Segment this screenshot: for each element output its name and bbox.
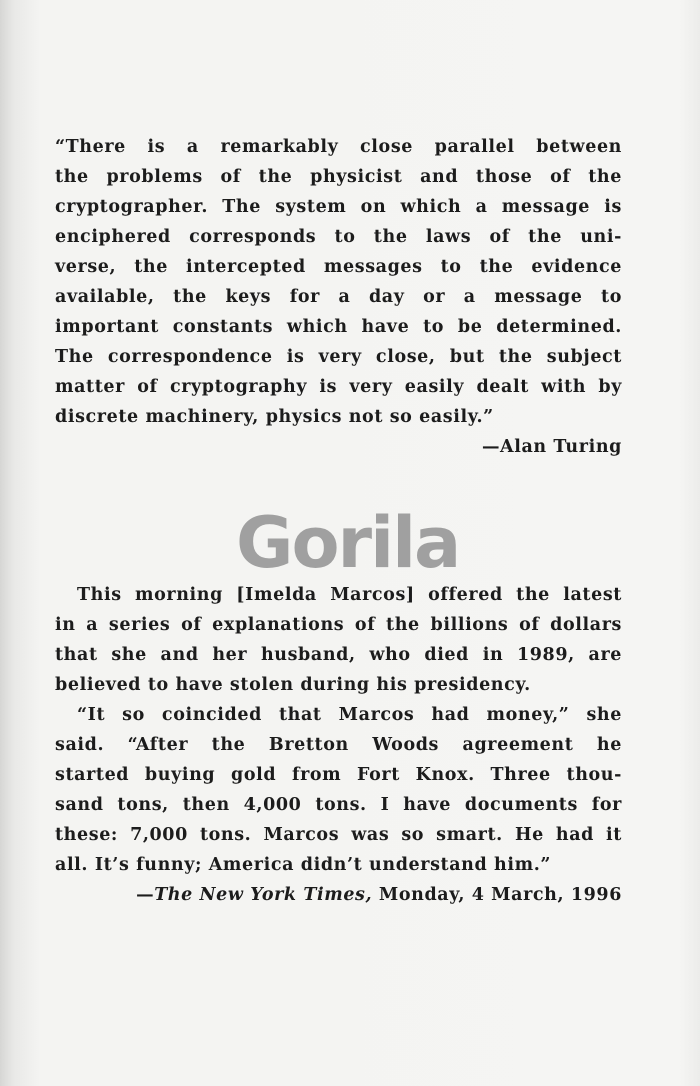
quote-line: available, the keys for a day or a message to [55, 287, 622, 307]
publication-title: The New York Times, [154, 885, 373, 905]
attribution-date: Monday, 4 March, 1996 [372, 885, 622, 905]
quote-line: cryptographer. The system on which a message is [55, 197, 622, 217]
quote-line: believed to have stolen during his presidency. [55, 675, 531, 695]
quote-line: The correspondence is very close, but the subject [55, 347, 622, 367]
quote-line: enciphered corresponds to the laws of the uni- [55, 227, 622, 247]
watermark-logo: Gorila [236, 502, 460, 584]
quote-line: This morning [Imelda Marcos] offered the latest [77, 585, 622, 605]
quote-line: “There is a remarkably close parallel between [55, 137, 622, 157]
attribution-dash: — [136, 885, 155, 905]
quote-line: important constants which have to be determined. [55, 317, 622, 337]
turing-quote [55, 132, 622, 462]
quote-line: that she and her husband, who died in 1989, are [55, 645, 622, 665]
turing-attribution: —Alan Turing [481, 437, 622, 457]
quote-line: discrete machinery, physics not so easily.” [55, 407, 494, 427]
quote-line: said. “After the Bretton Woods agreement he [55, 735, 622, 755]
quote-line: “It so coincided that Marcos had money,” she [77, 705, 622, 725]
quote-line: in a series of explanations of the billions of dollars [55, 615, 622, 635]
nyt-attribution [55, 880, 622, 910]
quote-line: the problems of the physicist and those of the [55, 167, 622, 187]
quote-line: sand tons, then 4,000 tons. I have documents for [55, 795, 622, 815]
quote-line: matter of cryptography is very easily dealt with by [55, 377, 622, 397]
quote-line: started buying gold from Fort Knox. Three thou- [55, 765, 622, 785]
quote-line: all. It’s funny; America didn’t understand him.” [55, 855, 552, 875]
quote-line: these: 7,000 tons. Marcos was so smart. He had it [55, 825, 622, 845]
quote-line: verse, the intercepted messages to the evidence [55, 257, 622, 277]
nyt-quote [55, 580, 622, 910]
